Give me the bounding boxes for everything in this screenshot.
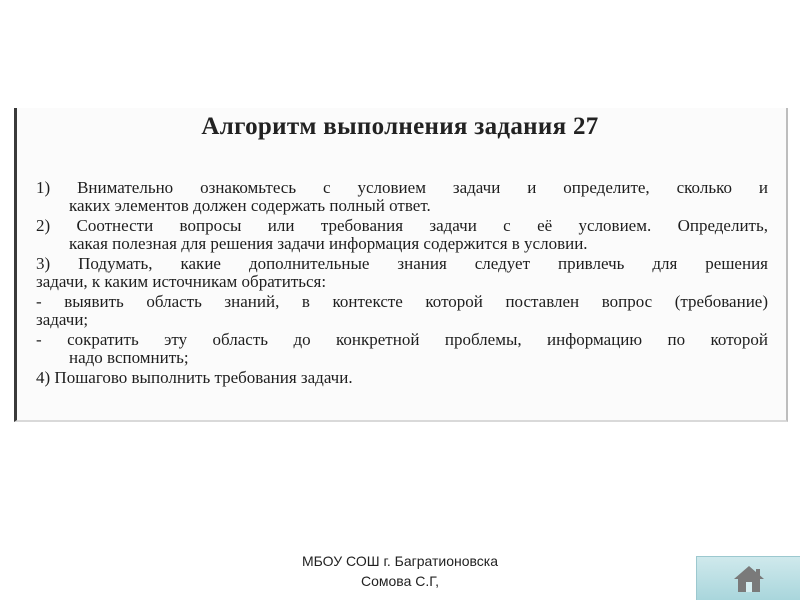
text-line: какая полезная для решения задачи информация содержится в условии. (69, 233, 588, 253)
text-line: - сократить эту область до конкретной проблемы, информацию по которой (36, 330, 768, 349)
list-item (36, 255, 768, 290)
text-line: каких элементов должен содержать полный ответ. (69, 195, 431, 215)
document-title: Алгоритм выполнения задания 27 (201, 113, 599, 140)
home-button[interactable] (696, 556, 800, 600)
footer-author: Сомова С.Г, (360, 573, 440, 589)
text-line: 3) Подумать, какие дополнительные знания следует привлечь для решения (36, 254, 768, 273)
text-line: задачи, к каким источникам обратиться: (36, 271, 327, 291)
footer-credit (250, 551, 550, 591)
text-line: 4) Пошагово выполнить требования задачи. (36, 368, 353, 387)
list-item (36, 217, 768, 252)
list-item (36, 293, 768, 328)
text-line: надо вспомнить; (69, 347, 189, 367)
list-item (36, 369, 768, 387)
text-line: - выявить область знаний, в контексте которой поставлен вопрос (требование) (36, 292, 768, 311)
text-line: 2) Соотнести вопросы или требования задачи с её условием. Определить, (36, 216, 768, 235)
list-item (36, 179, 768, 214)
text-line: 1) Внимательно ознакомьтесь с условием задачи и определите, сколько и (36, 178, 768, 197)
home-icon (732, 564, 766, 594)
list-item (36, 331, 768, 366)
document-body (36, 179, 768, 390)
footer-school: МБОУ СОШ г. Багратионовска (301, 553, 499, 569)
text-line: задачи; (36, 309, 89, 329)
